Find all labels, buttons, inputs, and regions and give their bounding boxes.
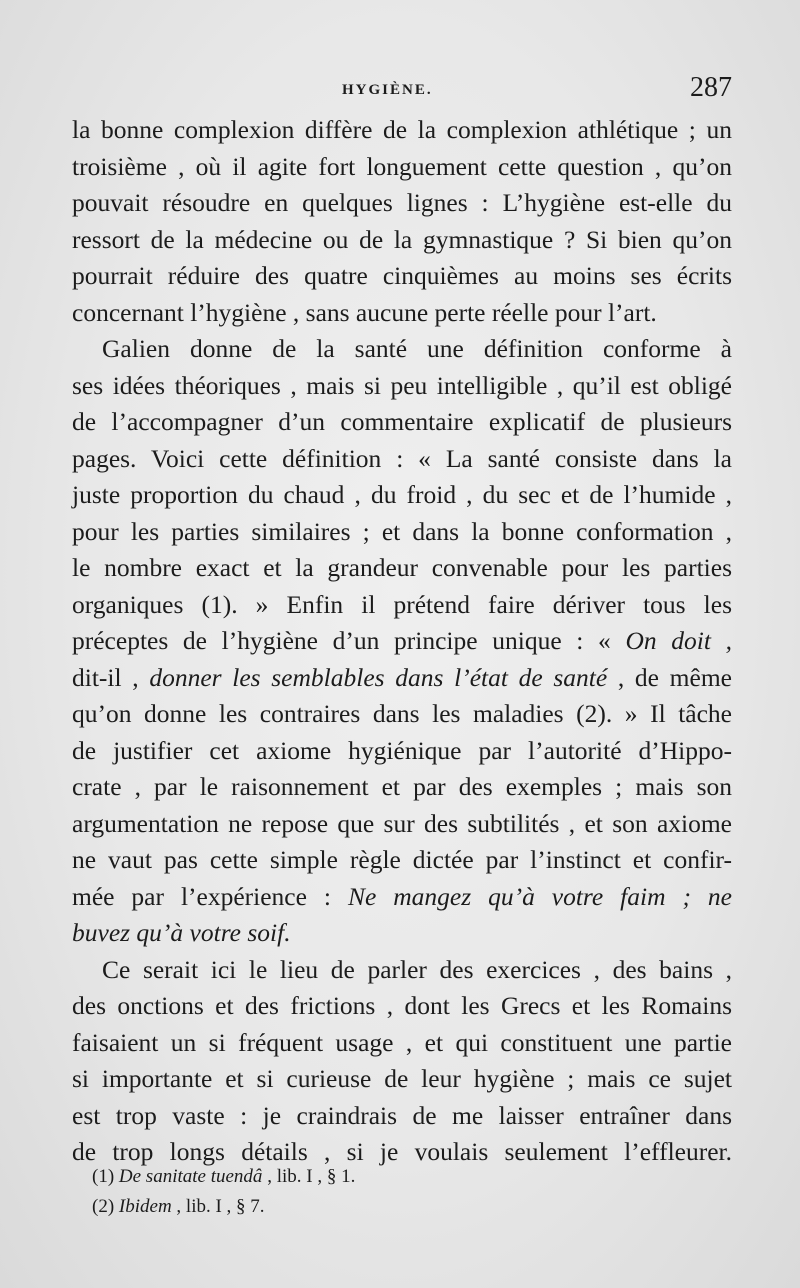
- footnote-title: De sanitate tuendâ: [118, 1166, 263, 1187]
- text-line: ne vaut pas cette simple règle dictée par l’instinct et confir-: [72, 845, 732, 874]
- text-line: pouvait résoudre en quelques lignes : L’hygiène est-elle du: [72, 188, 732, 217]
- text-line: ressort de la médecine ou de la gymnastique ? Si bien qu’on: [72, 224, 732, 254]
- text-line: pourrait réduire des quatre cinquièmes au moins ses écrits: [72, 261, 732, 290]
- footnote-mark: (2): [92, 1196, 115, 1217]
- text-line: si importante et si curieuse de leur hygiène ; mais ce sujet: [72, 1064, 732, 1093]
- body-text: [72, 112, 732, 1171]
- text-segment: dit-il ,: [72, 662, 150, 692]
- text-segment: préceptes de l’hygiène d’un principe unique : «: [72, 626, 626, 655]
- text-line: ses idées théoriques , mais si peu intelligible , qu’il est obligé: [72, 370, 732, 400]
- text-line: crate , par le raisonnement et par des exemples ; mais son: [72, 772, 732, 801]
- text-line: [72, 623, 732, 660]
- text-line: le nombre exact et la grandeur convenable pour les parties: [72, 553, 732, 582]
- text-line: est trop vaste : je craindrais de me laisser entraîner dans: [72, 1100, 732, 1130]
- text-line: troisième , où il agite fort longuement cette question , qu’on: [72, 151, 732, 181]
- italic-segment: On doit ,: [625, 626, 732, 655]
- footnote-mark: (1): [92, 1166, 115, 1187]
- page-number: 287: [690, 72, 732, 103]
- italic-line: buvez qu’à votre soif.: [72, 918, 291, 947]
- text-line: la bonne complexion diffère de la complexion athlétique ; un: [72, 115, 732, 144]
- text-line: organiques (1). » Enfin il prétend faire dériver tous les: [72, 589, 732, 619]
- italic-segment: donner les semblables dans l’état de santé: [149, 662, 608, 692]
- text-line: juste proportion du chaud , du froid , du sec et de l’humide ,: [72, 480, 732, 509]
- text-line: [72, 879, 732, 916]
- italic-segment: Ne mangez qu’à votre faim ; ne: [347, 881, 732, 911]
- paragraph-start: Ce serait ici le lieu de parler des exercices , des bains ,: [102, 954, 732, 984]
- text-line: [72, 660, 732, 697]
- text-line: de l’accompagner d’un commentaire explicatif de plusieurs: [72, 407, 732, 436]
- footnote-1: [92, 1162, 652, 1192]
- text-line: de trop longs détails , si je voulais seulement l’effleurer.: [72, 1137, 732, 1166]
- footnotes: [92, 1162, 652, 1222]
- text-line: concernant l’hygiène , sans aucune perte réelle pour l’art.: [72, 297, 657, 327]
- text-line: pages. Voici cette définition : « La santé consiste dans la: [72, 443, 732, 473]
- text-segment: , de même: [607, 662, 732, 692]
- text-line: de justifier cet axiome hygiénique par l’autorité d’Hippo-: [72, 735, 732, 765]
- text-segment: mée par l’expérience :: [72, 881, 348, 911]
- footnote-2: [92, 1192, 652, 1222]
- text-line: des onctions et des frictions , dont les Grecs et les Romains: [72, 991, 732, 1020]
- text-line: pour les parties similaires ; et dans la bonne conformation ,: [72, 516, 732, 546]
- running-head: [72, 72, 732, 108]
- footnote-reference: , lib. I , § 7.: [171, 1196, 265, 1217]
- text-line: argumentation ne repose que sur des subtilités , et son axiome: [72, 808, 732, 838]
- text-line: qu’on donne les contraires dans les maladies (2). » Il tâche: [72, 699, 732, 728]
- running-head-title: HYGIÈNE.: [342, 82, 433, 98]
- paragraph-start: Galien donne de la santé une définition conforme à: [102, 334, 732, 363]
- footnote-title: Ibidem: [118, 1196, 172, 1217]
- footnote-reference: , lib. I , § 1.: [262, 1166, 356, 1187]
- text-line: faisaient un si fréquent usage , et qui constituent une partie: [72, 1027, 732, 1057]
